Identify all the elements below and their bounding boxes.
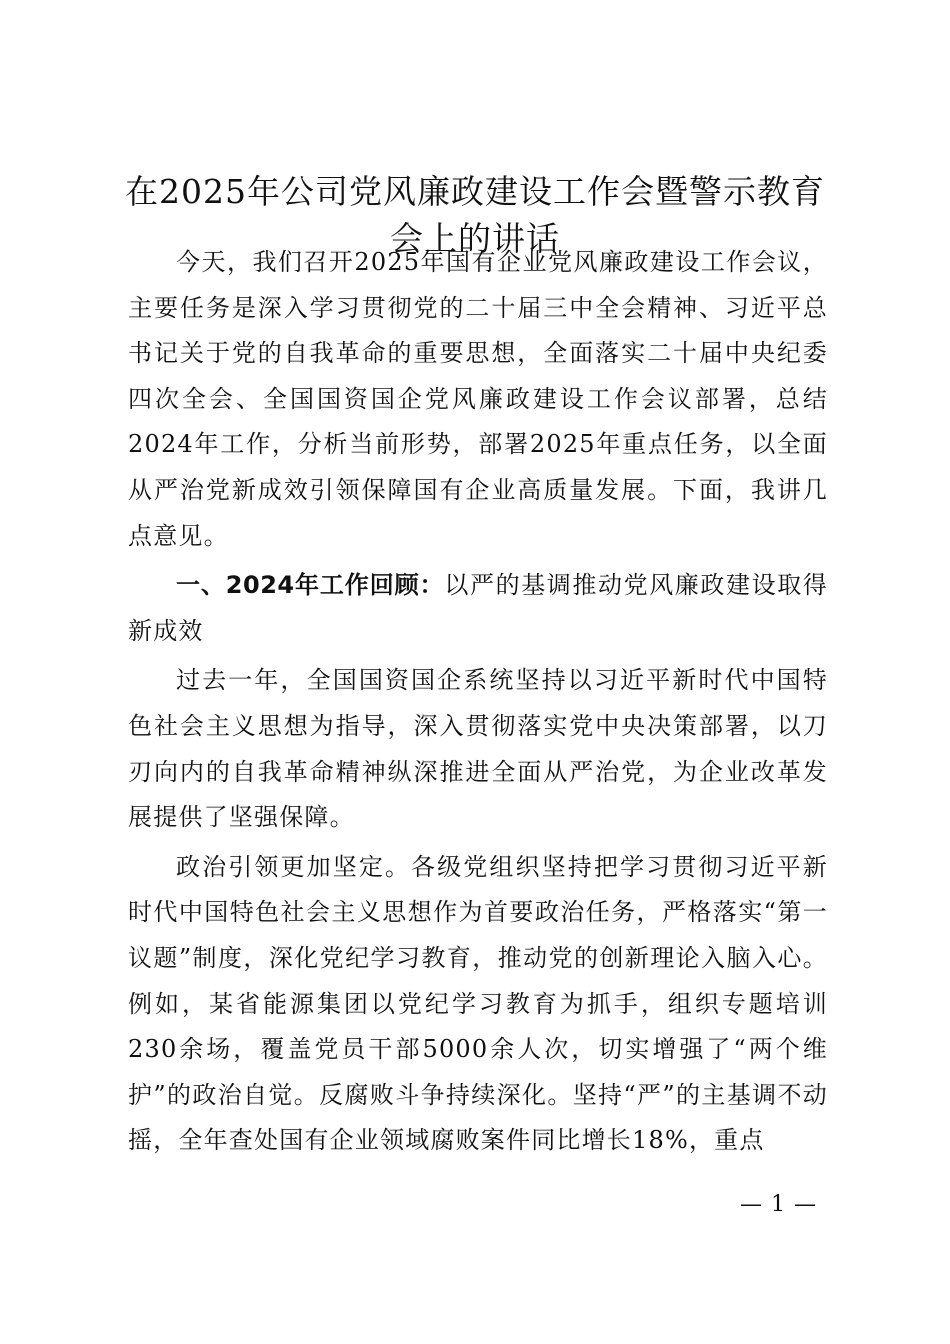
- document-title: 在2025年公司党风廉政建设工作会暨警示教育会上的讲话: [125, 172, 825, 258]
- section-1-paragraph-2: 政治引领更加坚定。各级党组织坚持把学习贯彻习近平新时代中国特色社会主义思想作为首要政治任务，严格落实“第一议题”制度，深化党纪学习教育，推动党的创新理论入脑入心。例如，某省能源集团以党纪学习教育为抓手，组织专题培训230余场，覆盖党员干部5000余人次，切实增强了“两个维护”的政治自觉。反腐败斗争持续深化。坚持“严”的主基调不动摇，全年查处国有企业领域腐败案件同比增长18%，重点: [128, 852, 828, 1155]
- section-1-heading-bold: 一、2024年工作回顾：: [176, 571, 445, 600]
- section-1-heading: [128, 563, 828, 654]
- intro-paragraph: 今天，我们召开2025年国有企业党风廉政建设工作会议，主要任务是深入学习贯彻党的二十届三中全会精神、习近平总书记关于党的自我革命的重要思想，全面落实二十届中央纪委四次全会、全国国资国企党风廉政建设工作会议部署，总结2024年工作，分析当前形势，部署2025年重点任务，以全面从严治党新成效引领保障国有企业高质量发展。下面，我讲几点意见。: [128, 248, 828, 550]
- section-1-paragraph-1: 过去一年，全国国资国企系统坚持以习近平新时代中国特色社会主义思想为指导，深入贯彻落实党中央决策部署，以刀刃向内的自我革命精神纵深推进全面从严治党，为企业改革发展提供了坚强保障。: [128, 666, 828, 832]
- section-1-heading-rest: 以严的基调推动党风廉政建设取得新成效: [128, 571, 829, 645]
- page-number: — 1 —: [740, 1192, 817, 1217]
- document-body: [128, 240, 828, 1168]
